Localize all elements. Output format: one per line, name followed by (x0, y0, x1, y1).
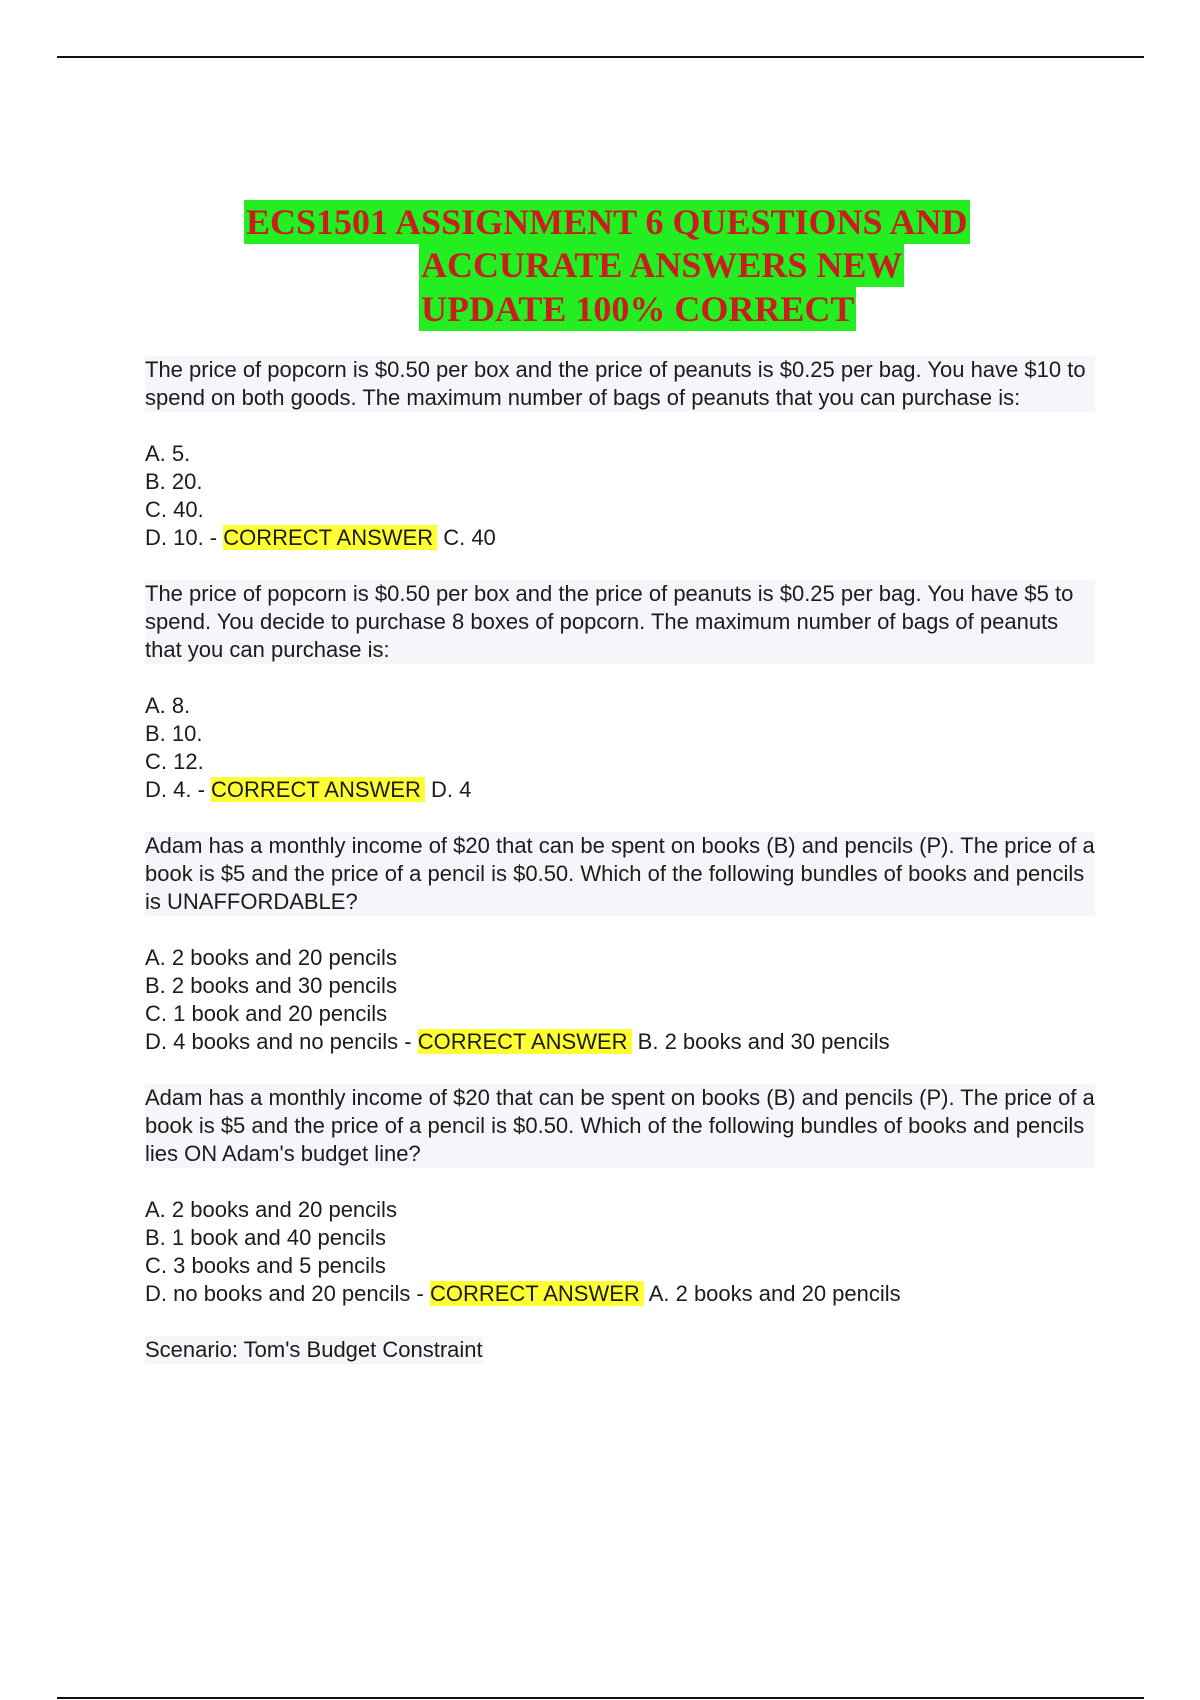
correct-answer-label: CORRECT ANSWER (211, 777, 425, 802)
question-3-option-a: A. 2 books and 20 pencils (145, 945, 397, 970)
question-4-option-b: B. 1 book and 40 pencils (145, 1225, 386, 1250)
title-line-1: ECS1501 ASSIGNMENT 6 QUESTIONS AND (246, 202, 968, 242)
question-2-option-c: C. 12. (145, 749, 204, 774)
question-4-option-a: A. 2 books and 20 pencils (145, 1197, 397, 1222)
question-2-option-d (145, 776, 1095, 804)
question-1-option-b: B. 20. (145, 469, 203, 494)
question-1-option-a: A. 5. (145, 441, 191, 466)
question-4-answer: A. 2 books and 20 pencils (643, 1281, 901, 1306)
bottom-rule (57, 1697, 1144, 1699)
question-3 (145, 832, 1095, 1056)
question-4 (145, 1084, 1095, 1308)
question-2-option-b: B. 10. (145, 721, 203, 746)
question-2-text: The price of popcorn is $0.50 per box and the price of peanuts is $0.25 per bag. You have $5 to spend. You decide to purchase 8 boxes of popcorn. The maximum number of bags of peanuts that you can purchase is: (145, 580, 1095, 664)
question-3-answer: B. 2 books and 30 pencils (631, 1029, 890, 1054)
title-line-2: ACCURATE ANSWERS NEW (421, 245, 903, 285)
question-3-option-d-text: D. 4 books and no pencils - (145, 1029, 418, 1054)
questions-list (145, 356, 1095, 1364)
question-4-option-c: C. 3 books and 5 pencils (145, 1253, 386, 1278)
scenario-heading: Scenario: Tom's Budget Constraint (145, 1337, 483, 1362)
question-4-option-d (145, 1280, 1095, 1308)
question-1-answer: C. 40 (437, 525, 496, 550)
correct-answer-label: CORRECT ANSWER (223, 525, 437, 550)
question-2-option-a: A. 8. (145, 693, 191, 718)
question-1-text: The price of popcorn is $0.50 per box and the price of peanuts is $0.25 per bag. You have $10 to spend on both goods. The maximum number of bags of peanuts that you can purchase is: (145, 356, 1095, 412)
question-1-option-d (145, 524, 1095, 552)
question-1-option-d-text: D. 10. - (145, 525, 224, 550)
question-4-text: Adam has a monthly income of $20 that can be spent on books (B) and pencils (P). The price of a book is $5 and the price of a pencil is $0.50. Which of the following bundles of books and pencils lies ON Adam's budget line? (145, 1085, 1095, 1166)
question-1-option-c: C. 40. (145, 497, 204, 522)
correct-answer-label: CORRECT ANSWER (430, 1281, 644, 1306)
question-1 (145, 356, 1095, 552)
question-2-answer: D. 4 (424, 777, 472, 802)
correct-answer-label: CORRECT ANSWER (418, 1029, 632, 1054)
question-3-text: Adam has a monthly income of $20 that can be spent on books (B) and pencils (P). The price of a book is $5 and the price of a pencil is $0.50. Which of the following bundles of books and pencils is UNAFFORDABLE? (145, 833, 1095, 914)
question-3-option-b: B. 2 books and 30 pencils (145, 973, 397, 998)
top-rule (57, 56, 1144, 58)
question-2 (145, 580, 1095, 804)
title-line-3: UPDATE 100% CORRECT (421, 289, 855, 329)
question-2-option-d-text: D. 4. - (145, 777, 212, 802)
question-4-option-d-text: D. no books and 20 pencils - (145, 1281, 430, 1306)
question-3-option-d (145, 1028, 1095, 1056)
question-3-option-c: C. 1 book and 20 pencils (145, 1001, 388, 1026)
